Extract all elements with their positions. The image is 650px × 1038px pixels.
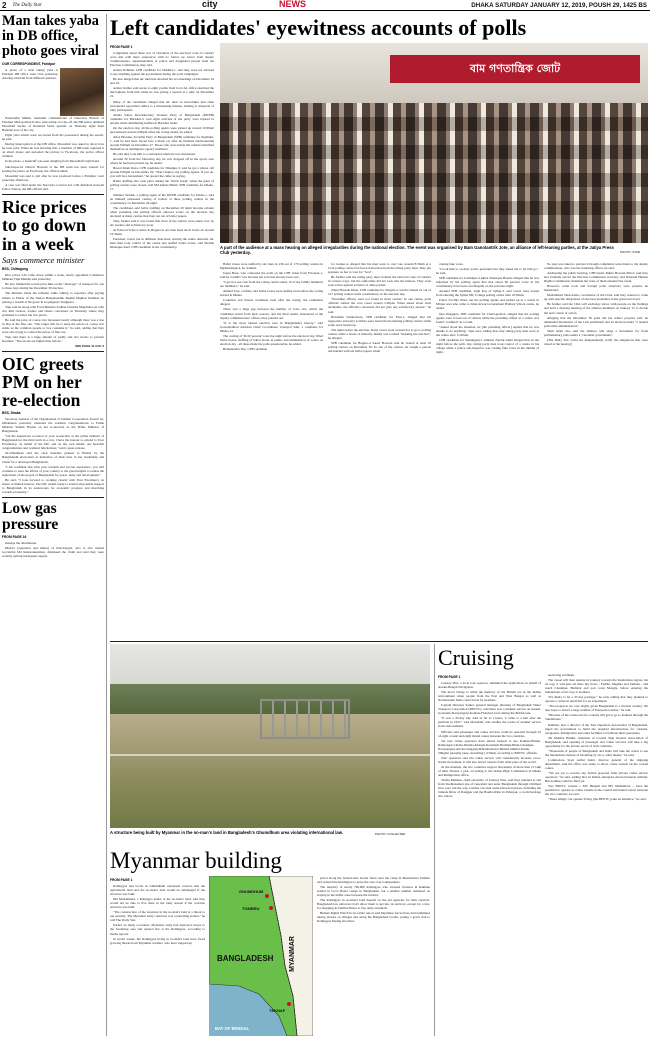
paragraph: A photo of a man taking yaba at Faridpur DB office went viral yesterday, drawing criticism from different quarters. xyxy=(2,68,58,81)
paragraph: On the election day, all his polling agents were picked up around 10:00am and released around 4:00pm when the voting ended, he added. xyxy=(110,125,214,134)
paragraph: Japan Basu, who contested the polls on the CPB ticket from Firozpur-1, said he couldn't vote because his vote had already been cast. xyxy=(220,271,323,280)
paragraph: Another SPB candidate, Ujjal Roy of Sylhet-3, said voters were barred from entering the Sylhet MC College polling centre after 10:00am. xyxy=(436,289,539,298)
cruising-headline: Cruising xyxy=(438,645,514,670)
paragraph: They further said it was found that most of the centres were taken over by AL leaders and activists by noon. xyxy=(110,218,214,227)
paragraph: Alfaz Hossain, Socialist Party of Bangladesh (SPB) candidate for Rajshahi-1, said he had been forced into a black car after he finished electioneering around 6:00pm on December 27. Those who were inside the vehicle identified themselves as intelligence agency members. xyxy=(110,134,214,152)
paragraph: Opu Dasgupta, SPB candidate for Chattogram-9, alleged that his polling agents were forced out of centres while the presiding officer at a centre was found "confined" in a room. xyxy=(436,311,539,324)
paragraph: In recent weeks, the Rohingyas living in no-man's land have faced growing threats from Myanmar soldiers, who have stepped up xyxy=(110,936,205,945)
rice-byline: Says commerce minister xyxy=(2,255,85,266)
polls-col-4 xyxy=(436,262,539,638)
paragraph: Tour operators said the cruise service will considerably increase cross-border movement. It will also attract tourists from other parts of the world. xyxy=(438,755,541,764)
paragraph: Panicked, voters ran in different directions, leaving the centre deserted. AL men then took control of the centre and stuffed ballot boxes, said Mollah Khaleque Kazi, CPB candidate in the constituency. xyxy=(110,236,214,250)
paragraph: [The Daily Star could not independently verify the allegations that were raised at the hearing] xyxy=(544,337,648,346)
paragraph: Sub-Inspector Delwar Hossain of the DB team has been warned for posting the photo on Facebook, the official added. xyxy=(2,164,104,173)
lowgas-story xyxy=(2,501,104,558)
yaba-byline: OUR CORRESPONDENT, Faridpur xyxy=(2,62,56,66)
cruising-col-1 xyxy=(438,673,541,1036)
paragraph: He further said the ruling party men violated the electoral code of conduct in various ways, but the authorities did not look into the matters. They even took action against activists of other parties. xyxy=(328,275,431,288)
tombru-marker xyxy=(269,906,273,910)
hearing-caption: A part of the audience at a mass hearing on alleged irregularities during the national election. The event was organised by Bam Ganotantrik Jote, an alliance of left-leaning parties, at the Jatiya Press Club yesterday. xyxy=(220,245,614,256)
polls-col-2 xyxy=(220,262,323,638)
paragraph: Abdus Sattar, Revolutionary Workers Party of Bangladesh (RWPB) candidate for Barishal-5, said eight activists of the party were injured in attacks while distributing leaflets in Barishal Sadar. xyxy=(110,112,214,125)
yaba-story xyxy=(2,14,104,191)
paragraph: He said they took him to a restaurant where he was threatened. xyxy=(113,152,196,157)
left-column xyxy=(2,14,104,1036)
paragraph: Alleging that the December 30 polls did not reflect people's will, he demanded dissolution of the 11th parliament and an election under "a neutral polls-time administration". xyxy=(544,315,648,328)
paragraph: At the moment, the two countries support movement of more than 15 lakh of their citizens a year, according to the Indian High Commission in Dhaka and immigration office. xyxy=(438,764,541,777)
paragraph: Rahman, also a director of the Tour Operators Association of Bangladesh, urged the government to build the required infrastructure for customs, navigation, immigration and other facilities to facilitate their operations. xyxy=(545,722,648,735)
paragraph: The majority of nearly 700,000 Rohingyas who escaped violence in Rakhine settled in Cox's Bazar camps in Bangladesh, but a smaller number remained on staying in the buffer zone between the borders. xyxy=(317,885,430,898)
paragraph: "I am confident that with your wisdom and proven experience, you will continue to steer the affairs of your country to the great heights to realise the aspirations of the people of Bangladesh for peace, unity and development." xyxy=(2,464,104,477)
paragraph: DD Mohammad, a Rohingya leader at the no-man's land, said they would not be able to live there in the rainy season if the concrete structure was built. xyxy=(110,897,205,910)
paragraph: The casting of 30-50 percent votes the night before the electoral day, filled ballot boxes, stuffing of ballot boxes in public and intimidation of voters on election day - all these made the polls questionable, he added. xyxy=(220,333,323,346)
paragraph: Zahid Hossain Khan, CPB candidate for Tangail-2, said he visited 21 out of 127 polling centres in his constituency on the election day. xyxy=(328,288,431,297)
paragraph: He also blamed the recent price hike on the "shortage" of transport for one to three days during the December 30 election. xyxy=(2,282,104,291)
paragraph: SPB candidate for Laxmipur-4 Akbar Khaleque Hasebe alleged that he was informed by his polling agent that that about 60 percent votes in his constituency have been cast illegally on the previous night. xyxy=(436,276,539,289)
yaba-headline: Man takes yaba in DB office, photo goes viral xyxy=(2,14,99,59)
paragraph: He also alleged that AL men had attacked his two meetings on December 16 and 19. xyxy=(110,77,214,86)
paragraph: Around 20 from the following day, he was dropped off in the sports area where he had been picked up, he added. xyxy=(110,157,214,166)
paragraph: "There simply can operate if they [the BIWTC] take an initiative," he said. xyxy=(548,797,647,802)
paragraph: Six new cruise operators have shown interest to use Kolkata-Haldia-Raimongal-Chalna-Khulna-Mongla-Kawkhali-Barishal-Hizla-Chandpur-Narayanganj-Aricha-Sirajganj-Bahadurabad-Chilmari-Dhubri-Pandu-Shilghat (Assam) route, stretching 1,535km, according to BIWTC officials. xyxy=(438,738,541,755)
paragraph: Bessal Islam Raza, CPB candidate for Dinajpur-3, said he got a phone call around 8:30pm on December 29: "Don't deploy any polling agents. If you do, you will face harassment," he quoted the caller as saying. xyxy=(110,166,214,179)
paragraph: Al-Othaimeen said the clear mandate granted to Hasina by the Bangladeshi electorates is indicative of their trust in her leadership and vision for a developed Bangladesh. xyxy=(2,451,104,464)
paragraph: Shah Alam also said the alliance will stage a movement for fresh parliamentary polls under a "caretaker government". xyxy=(544,328,648,337)
ghumdhum-marker xyxy=(265,894,269,898)
paragraph: Ballot boxes were stuffed by AL men in 136 out of 170 polling centres in Mymensingh-4, he claimed. xyxy=(220,262,323,271)
myanmar-col-1 xyxy=(110,876,205,1036)
paragraph: "I took him to on-duty police personnel but they asked me to let him go," he said. xyxy=(436,267,539,276)
oic-story xyxy=(2,355,104,494)
structure-building xyxy=(260,699,350,739)
paragraph: for Gaipur-4, alleged that his men went to cast vote around 8:30am at a local polling centre but faced obstruction from the ruling party men. They put pressure on her to vote for "boat". xyxy=(328,262,431,275)
paragraph: "Because of the cruise service, tourists will get to go to Kolkata through the Sundarbans." xyxy=(545,713,648,722)
paragraph: The vessel will then resume its journey towards the Sundarbans region. On its way, it will pass all three big rivers - Padma, Meghna and Jamuna - and touch Chandpur, Barishal and port town Mongla, before entering the Sundarbans on its way to Kolkata. xyxy=(545,678,648,695)
paragraph: Rohingyas and locals in Ghumdhum expressed concern that the agricultural land and the no-man's land would be submerged if the structure was built. xyxy=(110,884,205,897)
paragraph: "It's likely to be a 37-day package," he said, adding that they planned to operate a cruise in April this for an experiment. xyxy=(545,695,648,704)
paragraph: A case was filed under the Narcotics Control Act with Rattabad Kotwali Police Station, the DB official said. xyxy=(2,182,104,191)
paragraph: manage the distribution. xyxy=(5,540,37,545)
myanmar-caption: A structure being built by Myanmar in the no-man's land in Bangladesh's Ghumdhum area violating international law. xyxy=(110,830,343,835)
paragraph: Rice prices will come down within a week, newly appointed Commerce Minister Tipu Munshi said yesterday. xyxy=(2,273,104,282)
paragraph: casting fake votes. xyxy=(439,262,464,266)
polls-headline: Left candidates' eyewitness accounts of polls xyxy=(110,15,527,40)
paragraph: At Edward School centre in Bogura-6, AL men fired shots in the air around 10:30am. xyxy=(110,227,214,236)
paragraph: SK Mahfuz Hamid, chairman of Coastal Ship Owners Association of Bangladesh, said opening of passenger and cruise services will take a big opportunity for the private sector of both countries. xyxy=(545,735,648,748)
hearing-credit: PHOTO: STAR xyxy=(620,250,641,254)
paragraph: He further said the LDA will exchange views with people on the findings and hold a daylong meeting of the alliance members on January 15 to decide the next course of action. xyxy=(544,302,648,315)
paragraph: The minister made the remarks while talking to reporters after paying tribute to Father of the Nation Bangabandhu Sheikh Mujibur Rahman by placing a wreath at his grave in Gopalganj's Tungipara. xyxy=(2,291,104,304)
page-number: 2 xyxy=(2,0,7,10)
paragraph: SPB candidate for Bogura-4 Saeed Hossain said he visited at least 10 polling centres on December 30. In one of the centres, he caught a person red-handed with six ballot papers while xyxy=(328,340,431,353)
paragraph: Ballot stuffing also took place during the "lunch break" when the gates of polling centres were closed, said SM Abusis Habib, SPB candidate for Dhaka-17. xyxy=(110,179,214,192)
map-label-myanmar: MYANMAR xyxy=(289,936,296,972)
teknaf-marker xyxy=(287,1002,291,1006)
paragraph: Officials said passenger and cruise services could be operated through 10 of eight coastal and eight inland routes between the two countries. xyxy=(438,729,541,738)
cruising-from: FROM PAGE 1 xyxy=(438,675,461,679)
paragraph: Hamabendra Das, CPB candidate xyxy=(223,346,268,351)
paragraph: Complaints about these sort of violations of the electoral code of conduct were met with mere assurances with no follow up action from deputy commissioners, superintendents of police and designated people from the Election Commission, they said. xyxy=(110,51,214,68)
paragraph: The Rohingyas in no-man's land depend on the aid agencies for their survival. Bangladesh law enforcers don't allow them to get into its territory, except for a few, for shopping in Tumbru Bazar to buy daily essentials. xyxy=(317,898,430,911)
paragraph: Mohammad Shah Alam, coordinator of the LDA, said they wanted to come up with specific allegations of electoral anomalies in the grassroots level. xyxy=(544,293,648,302)
section-label-news: NEWS xyxy=(279,0,306,9)
section-label-city: city xyxy=(202,0,218,9)
paragraph: Eight yaba tablets were recovered from his possession during the search, he said. xyxy=(2,133,104,142)
paper-name: The Daily Star xyxy=(12,2,42,8)
oic-credit: BSS, Dhaka xyxy=(2,411,21,416)
paragraph: Police forcibly threw out his polling agents and picked up at a centre in Mirpur area who came to Jahaz Arwar Government Primary School centre, he added. xyxy=(436,298,539,311)
hearing-banner xyxy=(390,55,640,83)
paragraph: The move brings to mind the memory of the British era in the Indian subcontinent when people from the East and West Bengal as well as Northeastern India could travel by steamers. xyxy=(438,690,541,703)
paragraph: Human Rights Watch in its earlier report said Myanmar forces have laid landmines during attacks on villages and along the Bangladesh border, posing a grave risk to Rohingyas fleeing atrocities. xyxy=(317,911,430,924)
paragraph: "I got not one vote from the voting centre where 10 of my family members are members," he said. xyxy=(220,280,323,289)
myanmar-headline: Myanmar building xyxy=(110,848,282,873)
location-map xyxy=(209,876,313,1036)
paragraph: The night before the election, many voters were warned not to go to polling centres while a house of minority family was torched "marking the election", he alleged. xyxy=(328,327,431,340)
map-label-bay: BAY OF BENGAL xyxy=(215,1026,250,1031)
paragraph: patrol along the barbed-wire border fence near the camp in Bandarban's Tambru and ordered the Rohingyas to leave the area over loudspeakers. xyxy=(317,876,430,885)
cruising-col-2 xyxy=(545,673,648,1036)
paragraph: There was a huge gap between the number of votes cast, which the candidates learnt from their sources, and the final results announced at the deputy commissioners' offices, they pointed out. xyxy=(220,307,323,320)
polls-col-3 xyxy=(328,262,431,638)
lowgas-headline: Low gas pressure xyxy=(2,499,59,533)
paragraph: Captain Shewkot Saiket, general manager (marine) of Bangladesh Water Transport Corporation (BIWTC), said there was a steamer service on Assam-Goalanda-Narayanganj-Kolkata-Flatubad route during the British rule. xyxy=(438,703,541,716)
paragraph: Tipu said there is a huge amount of paddy and rice stocks to prevent hoarders. "The stocks are higher than before." xyxy=(2,334,104,343)
map-label-bangladesh: BANGLADESH xyxy=(217,954,274,963)
map-label-ghumdhum: GHUMDHUM xyxy=(239,889,264,894)
yaba-photo xyxy=(60,68,104,116)
banner-text: বাম গণতান্ত্রিক জোট xyxy=(469,61,561,75)
paragraph: Addressing the public hearing, CPB leader Rubin Hossain Prince said they had formally served the Election Commission secretary and National Human Rights Commission chairman but none of them attended the event. xyxy=(544,271,648,284)
polls-col-1 xyxy=(110,43,214,638)
hearing-photo xyxy=(220,43,648,243)
paragraph: Ahmed Tara, a leftist, said ballot boxes were stuffed even before the voting started in Dhaka. xyxy=(220,289,323,298)
rice-headline: Rice prices to go down in a week xyxy=(2,196,87,254)
paragraph: Many of the candidates alleged that AL men on motorbikes had often surrounded opposition rallies to a threatening manner, leading to dispersal of rally participants. xyxy=(110,99,214,112)
paragraph: The candidates said ballot stuffing on December 29 night become evident when presiding and polling officers allowed voters on the election day declared at many centres that they ran out of ballot papers. xyxy=(110,205,214,218)
paragraph: Nasiruddin Mallik, tauzumul commissioner of Detective Branch of Faridpur Metropolitan Police, said acting on a tip-off, the DB police detained Mosaddaf Sarfaz, of Rattabad Sadar upazila, on Thursday night from Baliadia area of the city. xyxy=(2,116,104,133)
paragraph: However, some local and foreign polls observers were present, he mentioned. xyxy=(544,284,648,293)
paragraph: Journey Plus, a local tour operator, submitted the application on behalf of Assam-Bengal Navigation. xyxy=(438,681,541,690)
dateline: DHAKA SATURDAY JANUARY 12, 2019, POUSH 29, 1425 BS xyxy=(471,2,647,9)
paragraph: "The prospects are very bright, given Bangladesh is a riverine country. We also hope to attract a large number of European tourists," he said. xyxy=(545,704,648,713)
myanmar-from: FROM PAGE 1 xyxy=(110,878,133,882)
polls-col-5 xyxy=(544,262,648,638)
paragraph: CPB candidate for Sunamganj-1 Aminul, Nazrul Amin alleged that on the night before the polls day, ruling party men took control of a centre in his village while a police sub-inspector was casting fake votes in the middle of night. xyxy=(436,337,539,354)
paragraph: anchoring in Dhaka. xyxy=(548,673,575,677)
paragraph: During interrogation at the DB office, Mosaddaf was asked to show how he took yaba. When he was showing that, a member of DB team captured it on smart phone and uploaded the picture to Facebook, the police officer claimed. xyxy=(2,142,104,159)
polls-from: FROM PAGE 1 xyxy=(110,45,133,49)
paragraph: "The construction of the structure in the no-man's land is a threat to our security. The Myanmar army could use it as a patrolling station," he told The Daily Star. xyxy=(110,910,205,923)
paragraph: "Thousands of people of Bangladesh and India will take the cruise to see the Sundarbans instead of travelling by air or other means," he said. xyxy=(545,748,648,757)
paragraph: "Presiding officers were not found in most centres. In one centre, polls officials started the vote count around 2:20pm. When asked about such anomalies, the officials concerned did not give any satisfactory answer," he said. xyxy=(328,297,431,314)
paragraph: He said the price of coarse rice increased nearly although there was a rise in that of the fine one. "Our target will be to keep the prices of coarse rice stable as the common people or rice consume it," he said, adding that they were also trying to control the prices of fine rice. xyxy=(2,317,104,334)
rice-credit: BSS, Chittagong xyxy=(2,267,29,272)
rice-story xyxy=(2,198,104,348)
paragraph: Azizur Rahman, CPB candidate for Satkhira-1, said they were not allowed to see anything against the government during the polls campaigns. xyxy=(110,68,214,77)
oic-headline: OIC greets PM on her re-election xyxy=(2,354,84,411)
masthead xyxy=(0,0,650,11)
paragraph: Taufiq Rahman, chief executive of Journey Plus, said they planned to sail from Strehlanamon site of Guwahati and enter Bangladesh through Chilmari river port. On the way, tourists can visit some historical places, including the Jamuna River of Rangpur and the Bautha Ritur in Paharpur, a world heritage site, before xyxy=(438,778,541,799)
paragraph: District (operation and mines) of Petrobangla, who is also named Govindral Md Raisstanuzaman, dismissed the claim and said they were actually getting inadequate supply. xyxy=(2,545,104,559)
paragraph: "It was a 45-day trip. And as far as I know, it came to a halt after the partition in 1947," said Mosaddaf, who studies the routes of steamer service in the subcontinent. xyxy=(438,716,541,729)
myanmar-col-2 xyxy=(317,876,430,1036)
map-label-tombru: TOMBRU xyxy=(242,906,260,911)
paragraph: "On the auspicious occasion of your re-election as the prime minister of Bangladesh for the third term in a row, I have the honour to extend to Your Excellency, on behalf of the OIC and on my own behalf, our heartfelt congratulations and warmest felicitations," said a press release. xyxy=(2,434,104,451)
lowgas-from: FROM PAGE 16 xyxy=(2,534,27,539)
paragraph: Azizur further said seven to eight youths from local AL office snatched the microphone from him while he was giving a speech at a rally on December 21. xyxy=(110,86,214,99)
paragraph: "We are yet to receive any formal proposal from private cruise service operators," he said, adding that an Indian enterprise showed interest initially. But nothing could be final yet. xyxy=(545,771,648,784)
myanmar-photo xyxy=(110,644,430,828)
rice-jump[interactable]: SEE PAGE 11 COL 2 xyxy=(75,344,104,349)
paragraph: Tipu said he along with Food Minister Sadhan Chandra Majumder sat with rice mill owners, traders and others concerned on Thursday where they promised to reduce the rice prices. xyxy=(2,304,104,317)
myanmar-credit: PHOTO: COLLECTED xyxy=(375,832,406,836)
paragraph: Shankar Saddak, a polling agent of the RWPB candidate for Pabna-1, said he himself witnessed casting of ballots at three polling centres in the constituency on December 29 night. xyxy=(110,192,214,205)
paragraph: Commodore Syed Ariful Islam, director general of the shipping department, said his office was ready to allow cruise vessels on the coastal routes. xyxy=(545,757,648,770)
paragraph: Two BIWTC vessels -- MV Bangali and MV Madhumoti -- have the potential to operate as cruise vessels in the coastal and inland waters between the two countries, he said. xyxy=(545,784,648,797)
paragraph: "Asked about the situation, he [the presiding officer] replied that he was unable to do anything," Opu said, adding that only ruling party men were at the centre after 11:00am. xyxy=(436,324,539,337)
paragraph: No step was taken to prevent it though complaints were made to the deputy commissioner, who was the returning officer, he said. xyxy=(544,262,648,271)
map-label-teknaf: TEKNAF xyxy=(269,1008,286,1013)
paragraph: In the photo, a handcuff was seen dangling from Mosaddaf's right hand. xyxy=(5,159,100,164)
paragraph: "It is the most tainted election ever in Bangladesh's history," said Gonoshonhoti Andolan Chief Coordinator Zonayed Saki, a candidate for Dhaka-12. xyxy=(220,320,323,333)
paragraph: Countries and threats continued even after the voting, the candidates alleged. xyxy=(220,298,323,307)
paragraph: Earlier on many occasions, Myanmar army had deployed troops to the bordering area and opened fire at the Rohingyas, according to media reports. xyxy=(110,923,205,936)
paragraph: Haradhan Chakraborty, SPB candidate for Feni-1, alleged that his supporters and party activists were barred from entering polling centres while some were beaten up. xyxy=(328,314,431,327)
paragraph: Secretary General of the Organisation of Islamic Cooperation Yousef Al-Othaimeen yesterday extended his warmest congratulations to Prime Minister Sheikh Hasina on her re-election as the Prime Minister of Bangladesh. xyxy=(2,417,104,434)
paragraph: He said, "I look forward to working closely with Your Excellency on issues of mutual interest. The OIC stands ready to extend all possible support to Bangladesh in its endeavours for economic progress and marching towards prosperity." xyxy=(2,477,104,494)
paragraph: Mosaddaf was sent to jail after he was produced before a Faridpur court yesterday afternoon. xyxy=(2,173,104,182)
